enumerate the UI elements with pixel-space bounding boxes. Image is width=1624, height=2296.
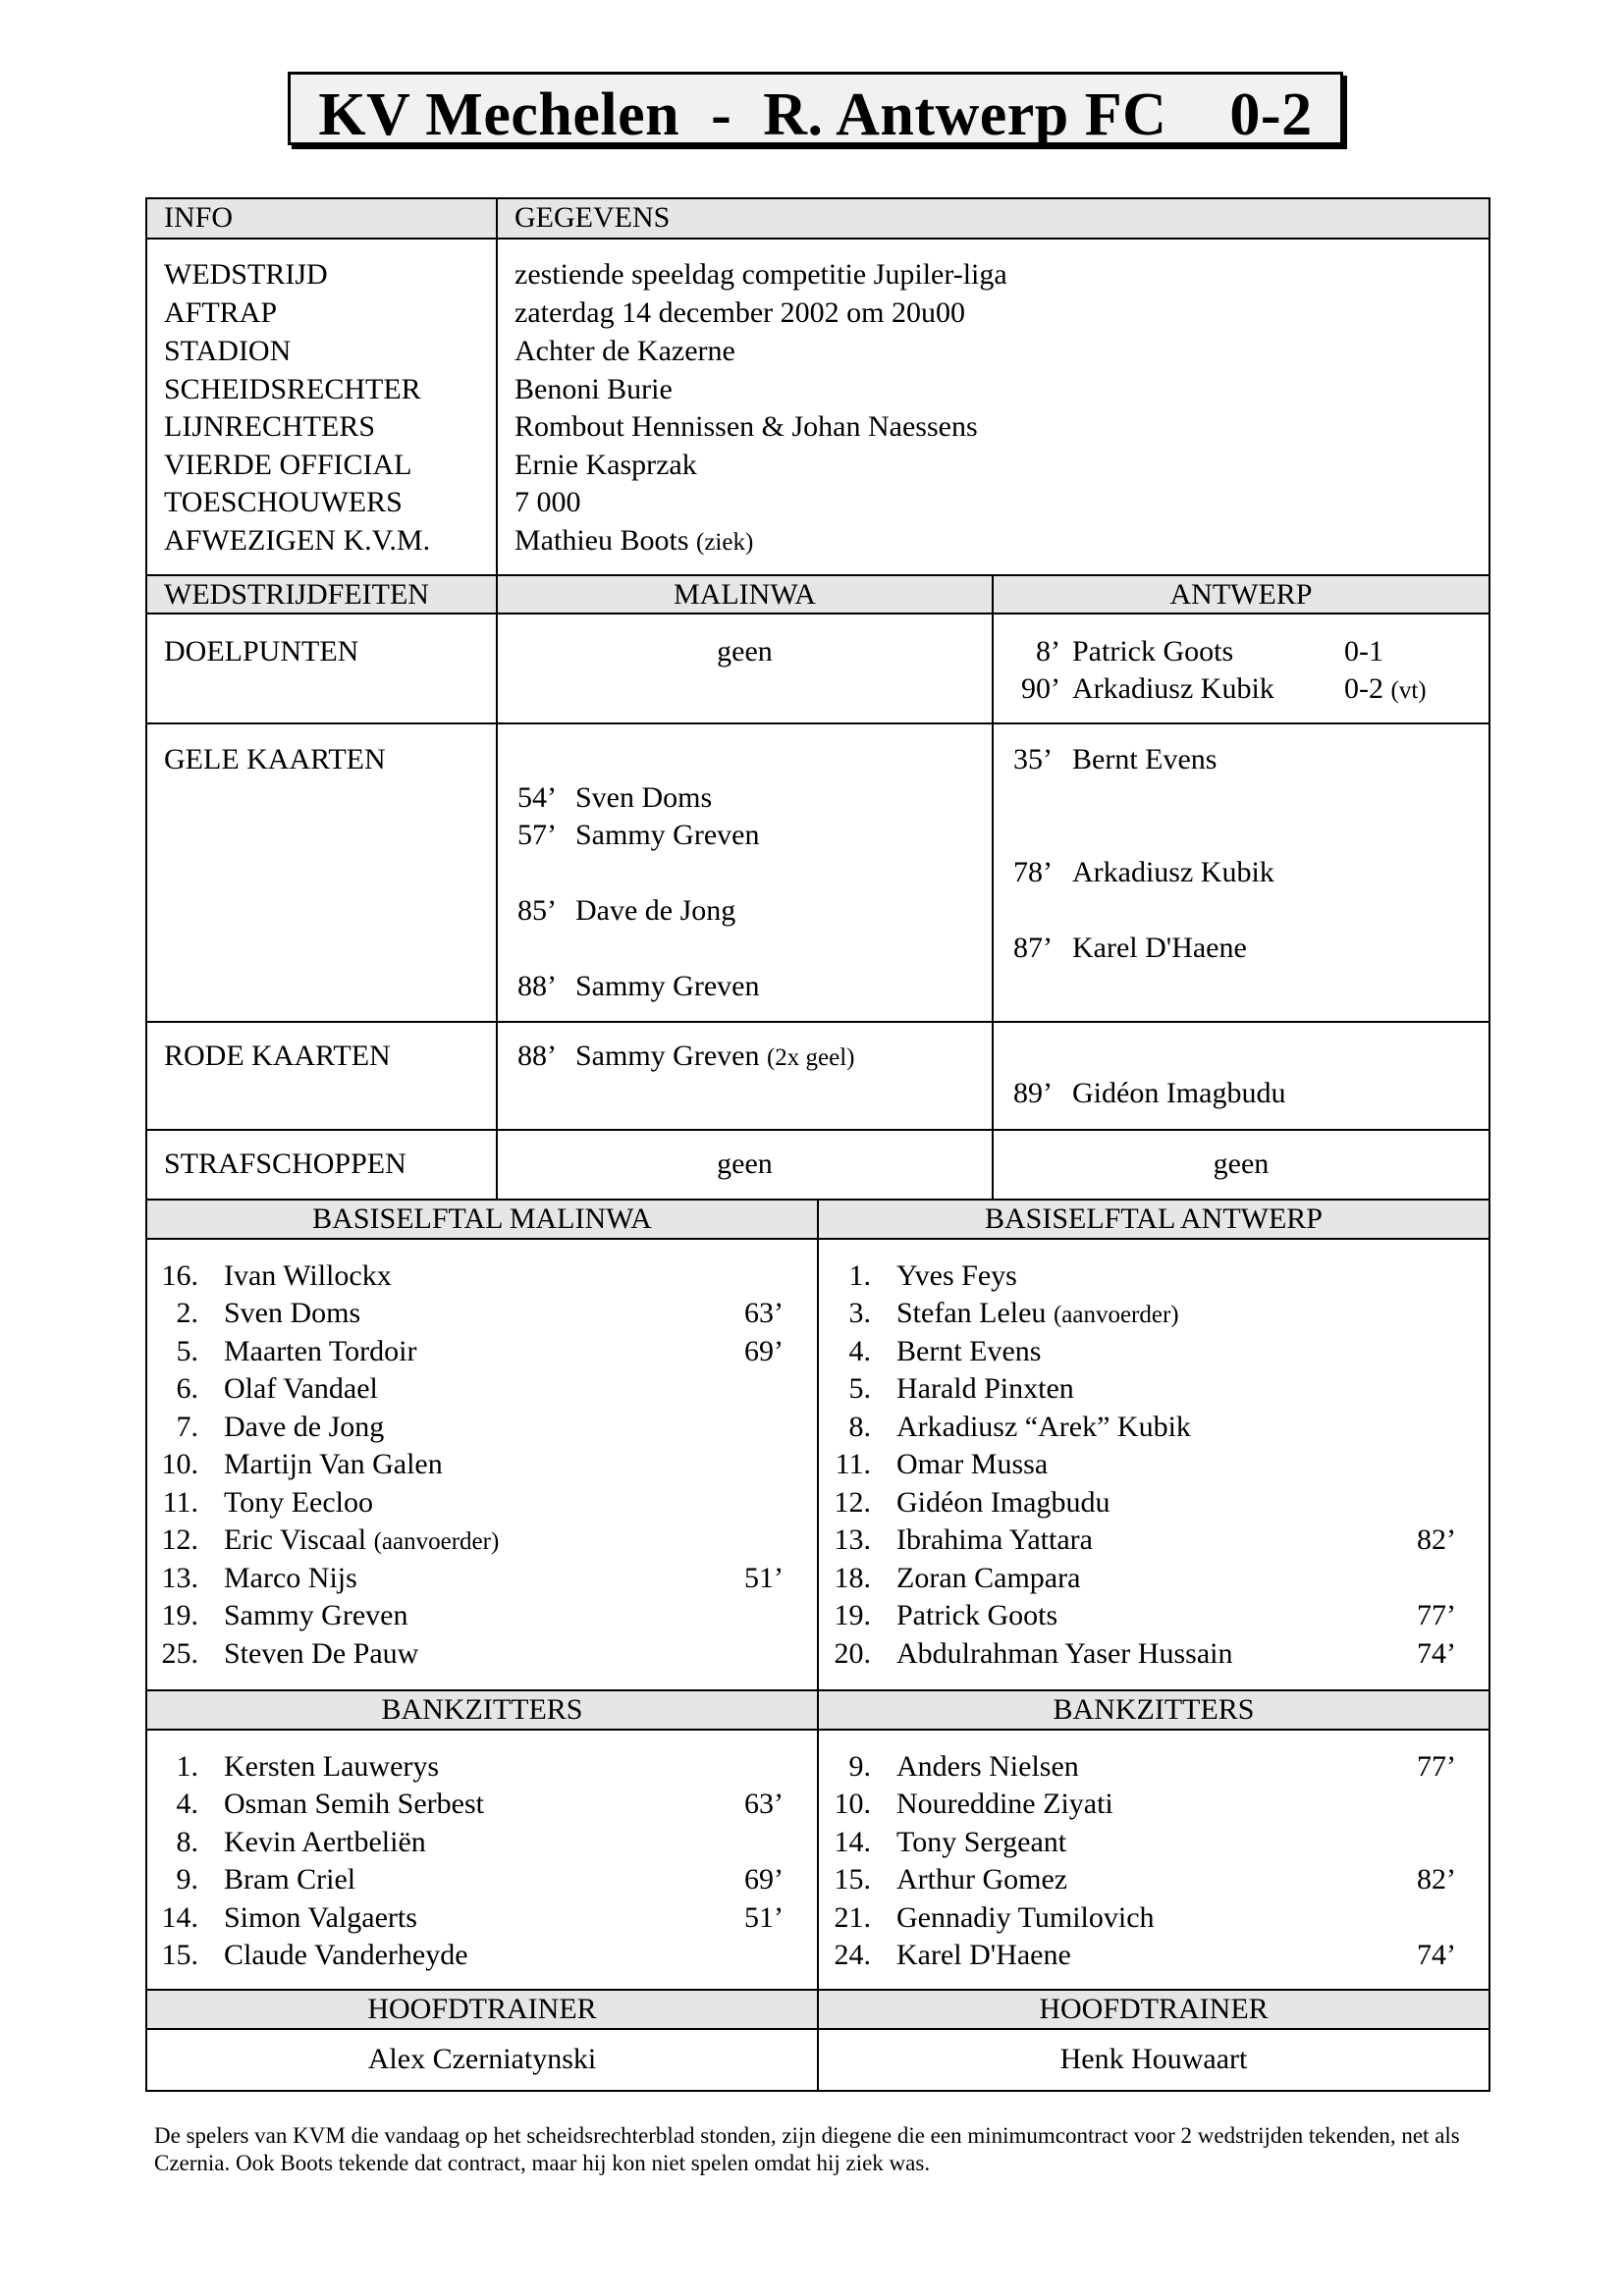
- card-player: Dave de Jong: [575, 894, 736, 927]
- info-value: Ernie Kasprzak: [514, 449, 697, 481]
- info-label: SCHEIDSRECHTER: [164, 373, 421, 405]
- lineup-row: 12. Gidéon Imagbudu: [834, 1486, 1110, 1519]
- bench-row: 1. Kersten Lauwerys: [176, 1750, 440, 1783]
- lineup-row: 2. Sven Doms 63’: [155, 1294, 803, 1332]
- lineup-row: 8. Arkadiusz “Arek” Kubik: [848, 1411, 1191, 1443]
- info-header-label: INFO: [164, 201, 234, 234]
- sub-minute: 51’: [744, 1901, 784, 1934]
- card-minute: 35’: [1013, 743, 1053, 775]
- data-header-label: GEGEVENS: [514, 201, 671, 234]
- lineup-away-header: BASISELFTAL ANTWERP: [984, 1202, 1323, 1235]
- card-minute: 88’: [517, 1040, 557, 1072]
- sub-minute: 63’: [744, 1297, 784, 1329]
- captain-note: (aanvoerder): [1053, 1302, 1179, 1328]
- footer-note: De spelers van KVM die vandaag op het scheidsrechterblad stonden, zijn diegene die een minimumcontract voor 2 wedstrijden tekenden, net als Czernia. Ook Boots tekende dat contract, maar hij kon niet spelen omdat hij ziek was.: [154, 2123, 1460, 2175]
- match-title: KV Mechelen - R. Antwerp FC 0-2: [318, 81, 1313, 148]
- lineup-row: 19. Patrick Goots 77’: [828, 1596, 1476, 1634]
- bench-row: 15. Arthur Gomez 82’: [828, 1860, 1476, 1898]
- goal-minute: 8’: [1036, 635, 1060, 667]
- sub-minute: 51’: [744, 1562, 784, 1594]
- goals-label: DOELPUNTEN: [164, 635, 359, 667]
- info-label: TOESCHOUWERS: [164, 486, 403, 518]
- lineup-row: 10. Martijn Van Galen: [161, 1448, 443, 1480]
- lineup-row: 11. Tony Eecloo: [162, 1486, 374, 1519]
- sub-minute: 77’: [1417, 1750, 1456, 1783]
- card-minute: 54’: [517, 781, 557, 814]
- info-label: AFWEZIGEN K.V.M.: [164, 524, 431, 557]
- card-player: Bernt Evens: [1072, 743, 1218, 775]
- lineup-row: 19. Sammy Greven: [161, 1599, 408, 1631]
- coach-home-header: HOOFDTRAINER: [367, 1993, 597, 2025]
- card-player: [575, 1037, 855, 1077]
- info-value: zaterdag 14 december 2002 om 20u00: [514, 296, 966, 329]
- sub-minute: 74’: [1417, 1939, 1456, 1971]
- info-label: VIERDE OFFICIAL: [164, 449, 412, 481]
- bench-row: 9. Anders Nielsen 77’: [828, 1747, 1476, 1786]
- info-value: zestiende speeldag competitie Jupiler-liga: [514, 258, 1007, 291]
- lineup-row: 4. Bernt Evens: [848, 1335, 1042, 1367]
- penalties-away: geen: [1213, 1148, 1270, 1180]
- card-player: Karel D'Haene: [1072, 932, 1247, 964]
- lineup-row: 5. Maarten Tordoir 69’: [155, 1332, 803, 1370]
- lineup-row: 16. Ivan Willockx: [161, 1259, 392, 1292]
- bench-row: 14. Tony Sergeant: [834, 1826, 1067, 1858]
- info-value: Achter de Kazerne: [514, 335, 735, 367]
- lineup-row: 1. Yves Feys: [848, 1259, 1017, 1292]
- sub-minute: 74’: [1417, 1637, 1456, 1670]
- card-minute: 57’: [517, 819, 557, 851]
- bench-row: 21. Gennadiy Tumilovich: [834, 1901, 1155, 1934]
- goal-score: [1344, 669, 1427, 710]
- yellow-cards-label: GELE KAARTEN: [164, 743, 386, 775]
- sub-minute: 77’: [1417, 1599, 1456, 1631]
- facts-header-away: ANTWERP: [1169, 578, 1313, 611]
- lineup-home-header: BASISELFTAL MALINWA: [312, 1202, 652, 1235]
- info-label: WEDSTRIJD: [164, 258, 328, 291]
- lineup-row: 5. Harald Pinxten: [848, 1372, 1074, 1405]
- card-minute: 85’: [517, 894, 557, 927]
- goal-note: (vt): [1390, 677, 1427, 704]
- card-player: Sven Doms: [575, 781, 713, 814]
- facts-header-home: MALINWA: [674, 578, 816, 611]
- red-card-player: Sammy Greven: [575, 1040, 760, 1072]
- sub-minute: 63’: [744, 1788, 784, 1820]
- penalties-home: geen: [717, 1148, 773, 1180]
- info-label: STADION: [164, 335, 292, 367]
- absent-player: Mathieu Boots: [514, 524, 689, 557]
- sub-minute: 69’: [744, 1335, 784, 1367]
- info-value: Rombout Hennissen & Johan Naessens: [514, 410, 978, 443]
- goal-score: 0-1: [1344, 635, 1383, 667]
- goal-player: Arkadiusz Kubik: [1072, 672, 1274, 705]
- red-cards-label: RODE KAARTEN: [164, 1040, 391, 1072]
- lineup-row: 12. Eric Viscaal (aanvoerder): [161, 1523, 500, 1556]
- card-player: Arkadiusz Kubik: [1072, 856, 1274, 888]
- bench-row: 15. Claude Vanderheyde: [161, 1939, 468, 1971]
- sub-minute: 69’: [744, 1863, 784, 1896]
- goal-minute: 90’: [1021, 672, 1060, 705]
- card-player: Sammy Greven: [575, 970, 760, 1002]
- sub-minute: 82’: [1417, 1523, 1456, 1556]
- title-box: [288, 72, 1343, 148]
- facts-header-label: WEDSTRIJDFEITEN: [164, 578, 429, 611]
- card-player: Gidéon Imagbudu: [1072, 1077, 1286, 1109]
- lineup-row: 11. Omar Mussa: [835, 1448, 1049, 1480]
- info-label: LIJNRECHTERS: [164, 410, 376, 443]
- lineup-row: 25. Steven De Pauw: [161, 1637, 419, 1670]
- lineup-row: 18. Zoran Campara: [834, 1562, 1081, 1594]
- bench-away-header: BANKZITTERS: [1053, 1693, 1255, 1726]
- info-value: 7 000: [514, 486, 581, 518]
- lineup-row: 7. Dave de Jong: [176, 1411, 385, 1443]
- info-value: [514, 521, 753, 561]
- bench-home-header: BANKZITTERS: [381, 1693, 583, 1726]
- bench-row: 8. Kevin Aertbeliën: [176, 1826, 426, 1858]
- card-minute: 78’: [1013, 856, 1053, 888]
- coach-home-name: Alex Czerniatynski: [367, 2043, 597, 2075]
- bench-row: 14. Simon Valgaerts 51’: [155, 1898, 803, 1937]
- card-minute: 88’: [517, 970, 557, 1002]
- bench-row: 4. Osman Semih Serbest 63’: [155, 1785, 803, 1823]
- goal-score-value: 0-2: [1344, 672, 1383, 705]
- lineup-row: 3. Stefan Leleu (aanvoerder): [848, 1297, 1179, 1329]
- bench-row: 9. Bram Criel 69’: [155, 1860, 803, 1898]
- coach-away-header: HOOFDTRAINER: [1039, 1993, 1269, 2025]
- lineup-row: 13. Marco Nijs 51’: [155, 1559, 803, 1597]
- penalties-label: STRAFSCHOPPEN: [164, 1148, 406, 1180]
- lineup-row: 13. Ibrahima Yattara 82’: [828, 1521, 1476, 1559]
- goals-home: geen: [717, 635, 773, 667]
- lineup-row: 6. Olaf Vandael: [176, 1372, 378, 1405]
- lineup-row: 20. Abdulrahman Yaser Hussain 74’: [828, 1634, 1476, 1673]
- card-player: Sammy Greven: [575, 819, 760, 851]
- card-minute: 87’: [1013, 932, 1053, 964]
- info-value: Benoni Burie: [514, 373, 673, 405]
- info-label: AFTRAP: [164, 296, 278, 329]
- absent-note: (ziek): [696, 529, 754, 556]
- coach-away-name: Henk Houwaart: [1059, 2043, 1248, 2075]
- bench-row: 10. Noureddine Ziyati: [834, 1788, 1113, 1820]
- red-card-note: (2x geel): [766, 1044, 855, 1071]
- bench-row: 24. Karel D'Haene 74’: [828, 1936, 1476, 1974]
- goal-player: Patrick Goots: [1072, 635, 1234, 667]
- card-minute: 89’: [1013, 1077, 1053, 1109]
- sub-minute: 82’: [1417, 1863, 1456, 1896]
- captain-note: (aanvoerder): [373, 1528, 500, 1555]
